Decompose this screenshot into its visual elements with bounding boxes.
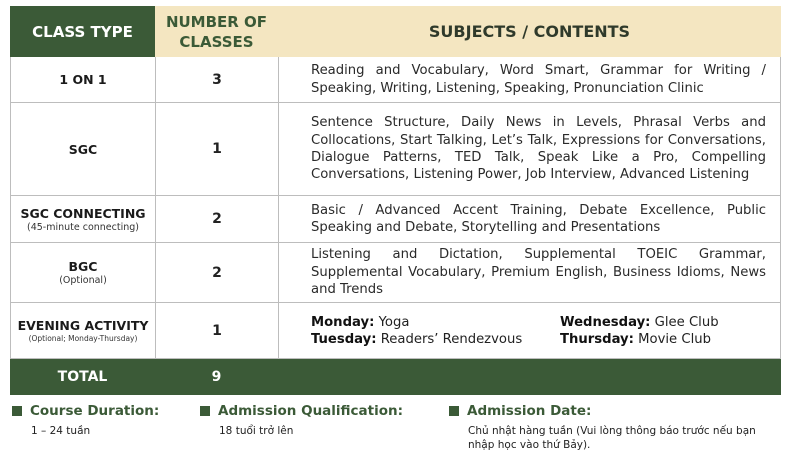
tuesday-activity: Tuesday: Readers’ Rendezvous [311, 331, 523, 347]
class-content: Reading and Vocabulary, Word Smart, Grammar for Writing / Speaking, Writing, Listening, Speaking, Pronunciation Clinic [311, 63, 766, 96]
monday-activity: Monday: Yoga [311, 314, 410, 330]
class-name: 1 ON 1 [59, 72, 107, 87]
class-content: Sentence Structure, Daily News in Levels, Phrasal Verbs and Collocations, Start Talking, Let’s Talk, Expressions for Conversations, Dialogue Patterns, TED Talk, Speak Like a Pro, Compelling Conversations, Listening Power, Job Interview, Advanced Listening [311, 115, 766, 183]
course-duration-value: 1 – 24 tuần [31, 425, 91, 437]
class-count: 1 [156, 303, 279, 358]
course-duration-title: Course Duration: [30, 403, 160, 419]
wednesday-activity: Wednesday: Glee Club [560, 314, 719, 330]
admission-date-value: Chủ nhật hàng tuần (Vui lòng thông báo trước nếu bạn nhập học vào thứ Bảy). [468, 425, 756, 451]
class-note: (45-minute connecting) [26, 221, 139, 233]
thursday-activity: Thursday: Movie Club [560, 331, 711, 347]
square-bullet-icon [200, 406, 210, 416]
course-duration [12, 403, 159, 438]
class-name: EVENING ACTIVITY [17, 318, 149, 333]
class-table [10, 6, 781, 395]
table-row [10, 243, 781, 303]
class-content: Basic / Advanced Accent Training, Debate Excellence, Public Speaking and Debate, Storytelling and Presentations [311, 202, 766, 235]
class-count: 3 [156, 57, 279, 102]
admission-qualification-title: Admission Qualification: [218, 403, 404, 419]
total-label: TOTAL [57, 369, 108, 385]
square-bullet-icon [12, 406, 22, 416]
evening-schedule [311, 315, 766, 347]
table-header [10, 6, 781, 57]
header-subjects: SUBJECTS / CONTENTS [278, 6, 781, 57]
admission-date [449, 403, 756, 452]
class-note: (Optional) [59, 275, 107, 286]
header-class-type: CLASS TYPE [10, 6, 155, 57]
square-bullet-icon [449, 406, 459, 416]
class-name: SGC [68, 141, 98, 157]
table-row [10, 57, 781, 103]
class-count: 2 [156, 243, 279, 302]
class-name: SGC CONNECTING [20, 205, 146, 221]
total-row [10, 359, 781, 395]
header-number-of-classes: NUMBER OF CLASSES [155, 6, 278, 57]
table-row [10, 103, 781, 196]
class-count: 2 [156, 196, 279, 242]
table-row [10, 303, 781, 359]
admission-qualification-value: 18 tuổi trở lên [219, 425, 294, 437]
total-count: 9 [211, 369, 222, 385]
admission-date-title: Admission Date: [467, 403, 592, 419]
class-note: (Optional; Monday-Thursday) [28, 334, 138, 343]
table-row [10, 196, 781, 243]
class-count: 1 [156, 103, 279, 195]
class-content: Listening and Dictation, Supplemental TOEIC Grammar, Supplemental Vocabulary, Premium English, Business Idioms, News and Trends [311, 247, 766, 298]
admission-qualification [200, 403, 403, 438]
class-name: BGC [68, 259, 98, 274]
